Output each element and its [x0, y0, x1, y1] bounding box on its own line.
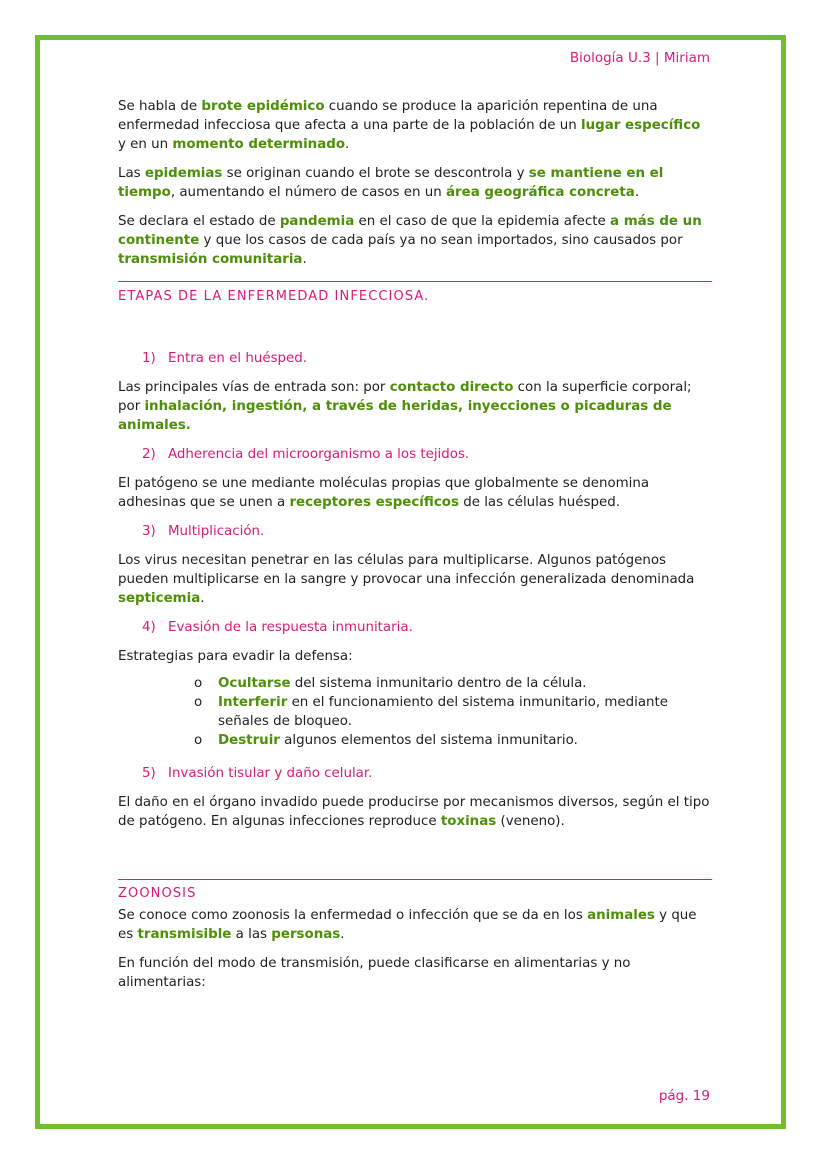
section-divider	[118, 879, 712, 880]
page-content	[118, 97, 712, 1002]
intro-paragraph-2: Las epidemias se originan cuando el brote se descontrola y se mantiene en el tiempo, aumentando el número de casos en un área geográfica concreta.	[118, 166, 664, 200]
zoonosis-paragraph-2: En función del modo de transmisión, puede clasificarse en alimentarias y no alimentarias:	[118, 956, 631, 990]
zoonosis-paragraph-1: Se conoce como zoonosis la enfermedad o infección que se da en los animales y que es transmisible a las personas.	[118, 908, 697, 942]
bullet-marker: o	[194, 676, 203, 691]
bullet-marker: o	[194, 733, 203, 748]
step-4-paragraph: Estrategias para evadir la defensa:	[118, 649, 353, 664]
intro-paragraph-3: Se declara el estado de pandemia en el caso de que la epidemia afecte a más de un continente y que los casos de cada país ya no sean importados, sino causados por transmisión comunitaria.	[118, 214, 702, 267]
step-1-heading: 1) Entra en el huésped.	[142, 351, 308, 366]
step-2-heading: 2) Adherencia del microorganismo a los tejidos.	[142, 447, 470, 462]
evasion-strategies-list	[118, 674, 712, 750]
step-3-heading: 3) Multiplicación.	[142, 524, 265, 539]
bullet-marker: o	[194, 695, 203, 710]
section-divider	[118, 281, 712, 282]
intro-paragraph-1: Se habla de brote epidémico cuando se produce la aparición repentina de una enfermedad infecciosa que afecta a una parte de la población de un lugar específico y en un momento determinado.	[118, 99, 701, 152]
page-header: Biología U.3 | Miriam	[569, 50, 710, 66]
section-title-zoonosis: ZOONOSIS	[118, 886, 197, 901]
step-5-heading: 5) Invasión tisular y daño celular.	[142, 766, 373, 781]
section-title-etapas: ETAPAS DE LA ENFERMEDAD INFECCIOSA.	[118, 289, 430, 304]
list-item: o Ocultarse del sistema inmunitario dentro de la célula.	[194, 676, 587, 691]
step-5-paragraph: El daño en el órgano invadido puede producirse por mecanismos diversos, según el tipo de patógeno. En algunas infecciones reproduce toxinas (veneno).	[118, 795, 710, 829]
step-1-paragraph: Las principales vías de entrada son: por contacto directo con la superficie corporal; por inhalación, ingestión, a través de heridas, inyecciones o picaduras de animales.	[118, 380, 692, 433]
step-3-paragraph: Los virus necesitan penetrar en las células para multiplicarse. Algunos patógenos pueden multiplicarse en la sangre y provocar una infección generalizada denominada septicemia.	[118, 553, 695, 606]
list-item: o Interferir en el funcionamiento del sistema inmunitario, mediante señales de bloqueo.	[194, 695, 669, 729]
step-4-heading: 4) Evasión de la respuesta inmunitaria.	[142, 620, 413, 635]
step-2-paragraph: El patógeno se une mediante moléculas propias que globalmente se denomina adhesinas que se unen a receptores específicos de las células huésped.	[118, 476, 650, 510]
page-number: pág. 19	[658, 1088, 710, 1104]
list-item: o Destruir algunos elementos del sistema inmunitario.	[194, 733, 578, 748]
